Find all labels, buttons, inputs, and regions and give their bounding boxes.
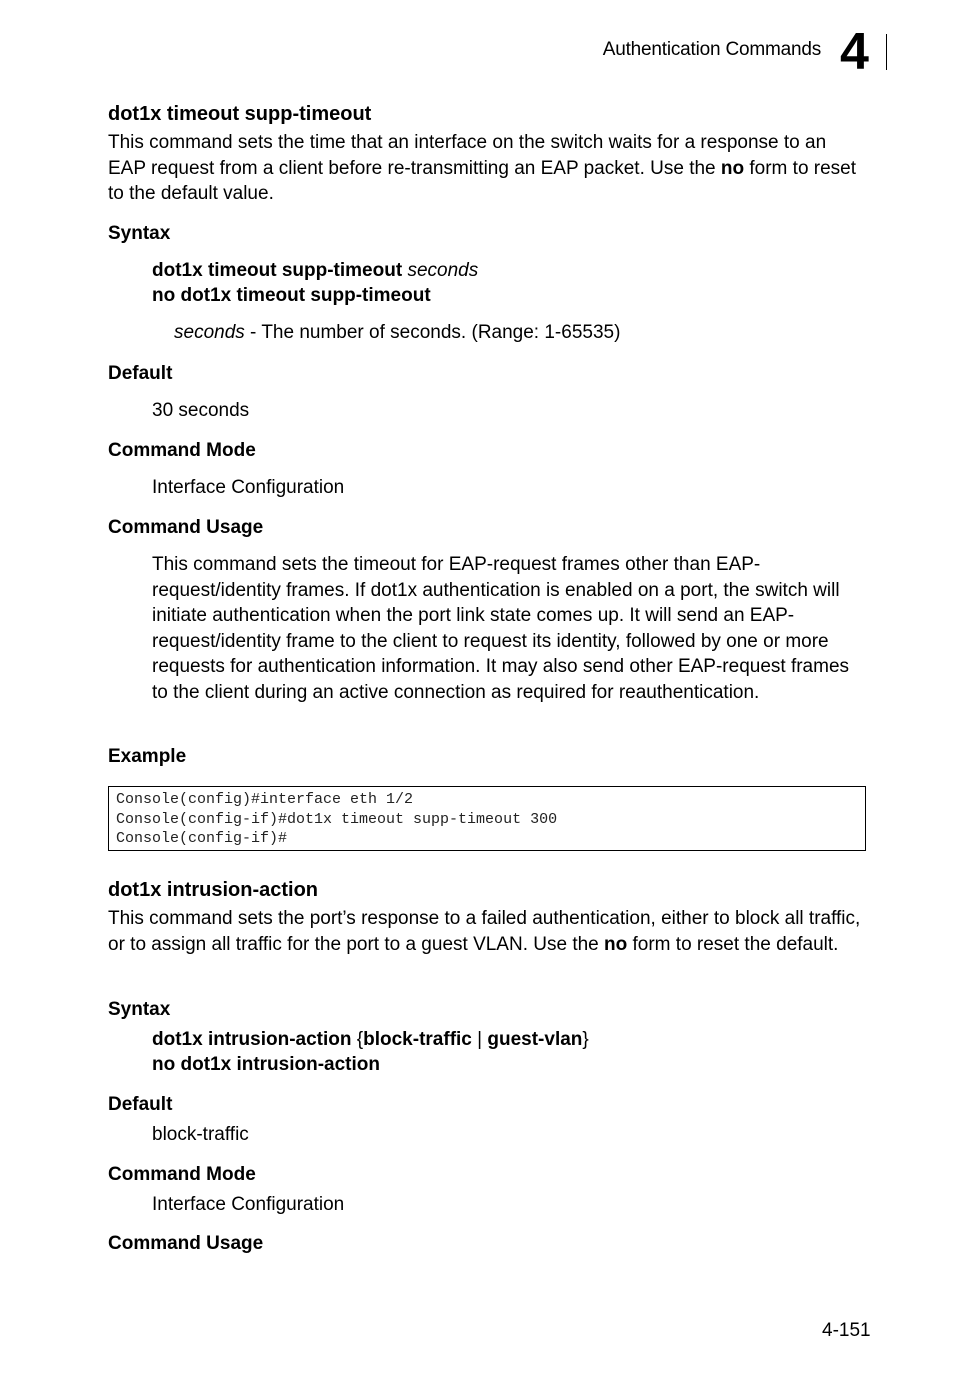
syntax-label: Syntax (108, 999, 171, 1020)
default-label: Default (108, 1094, 173, 1115)
section-heading-intrusion-action: dot1x intrusion-action (108, 879, 318, 901)
section-intro-intrusion-action: This command sets the port’s response to a failed authentication, either to block all traffic, or to assign all traffic for the port to a guest VLAN. Use the no form to reset the default. (108, 908, 861, 955)
syntax-label: Syntax (108, 223, 171, 244)
command-usage-label: Command Usage (108, 1233, 264, 1254)
chapter-number: 4 (840, 23, 869, 81)
syntax-line: dot1x timeout supp-timeout seconds (152, 260, 479, 281)
command-mode-label: Command Mode (108, 1164, 256, 1185)
example-label: Example (108, 746, 187, 767)
command-mode-value: Interface Configuration (152, 1194, 345, 1215)
default-value: block-traffic (152, 1124, 249, 1145)
section-heading-supp-timeout: dot1x timeout supp-timeout (108, 103, 372, 125)
code-line: Console(config-if)#dot1x timeout supp-timeout 300 (116, 810, 558, 828)
default-value: 30 seconds (152, 400, 250, 421)
syntax-no-line: no dot1x timeout supp-timeout (152, 285, 431, 306)
syntax-no-line: no dot1x intrusion-action (152, 1054, 380, 1075)
command-usage-label: Command Usage (108, 517, 264, 538)
page-number: 4-151 (822, 1320, 871, 1341)
command-mode-label: Command Mode (108, 440, 256, 461)
section-intro-supp-timeout: This command sets the time that an interface on the switch waits for a response to an EAP request from a client before re-transmitting an EAP packet. Use the no form to reset to the default value. (108, 132, 857, 204)
running-header: Authentication Commands (602, 39, 821, 60)
chapter-divider (886, 34, 887, 70)
default-label: Default (108, 363, 173, 384)
code-line: Console(config)#interface eth 1/2 (116, 791, 414, 808)
command-usage-text: This command sets the timeout for EAP-request frames other than EAP-request/identity frames. If dot1x authentication is enabled on a port, the switch will initiate authentication when the port link state comes up. It will send an EAP-request/identity frame to the client to request its identity, followed by one or more requests for authentication information. It may also send other EAP-request frames to the client during an active connection as required for reauthentication. (152, 554, 850, 703)
parameter-description: seconds - The number of seconds. (Range: 1-65535) (174, 322, 621, 343)
command-mode-value: Interface Configuration (152, 477, 345, 498)
code-line: Console(config-if)# (116, 830, 288, 847)
example-code-block (108, 786, 866, 851)
syntax-line: dot1x intrusion-action {block-traffic | guest-vlan} (152, 1029, 589, 1050)
